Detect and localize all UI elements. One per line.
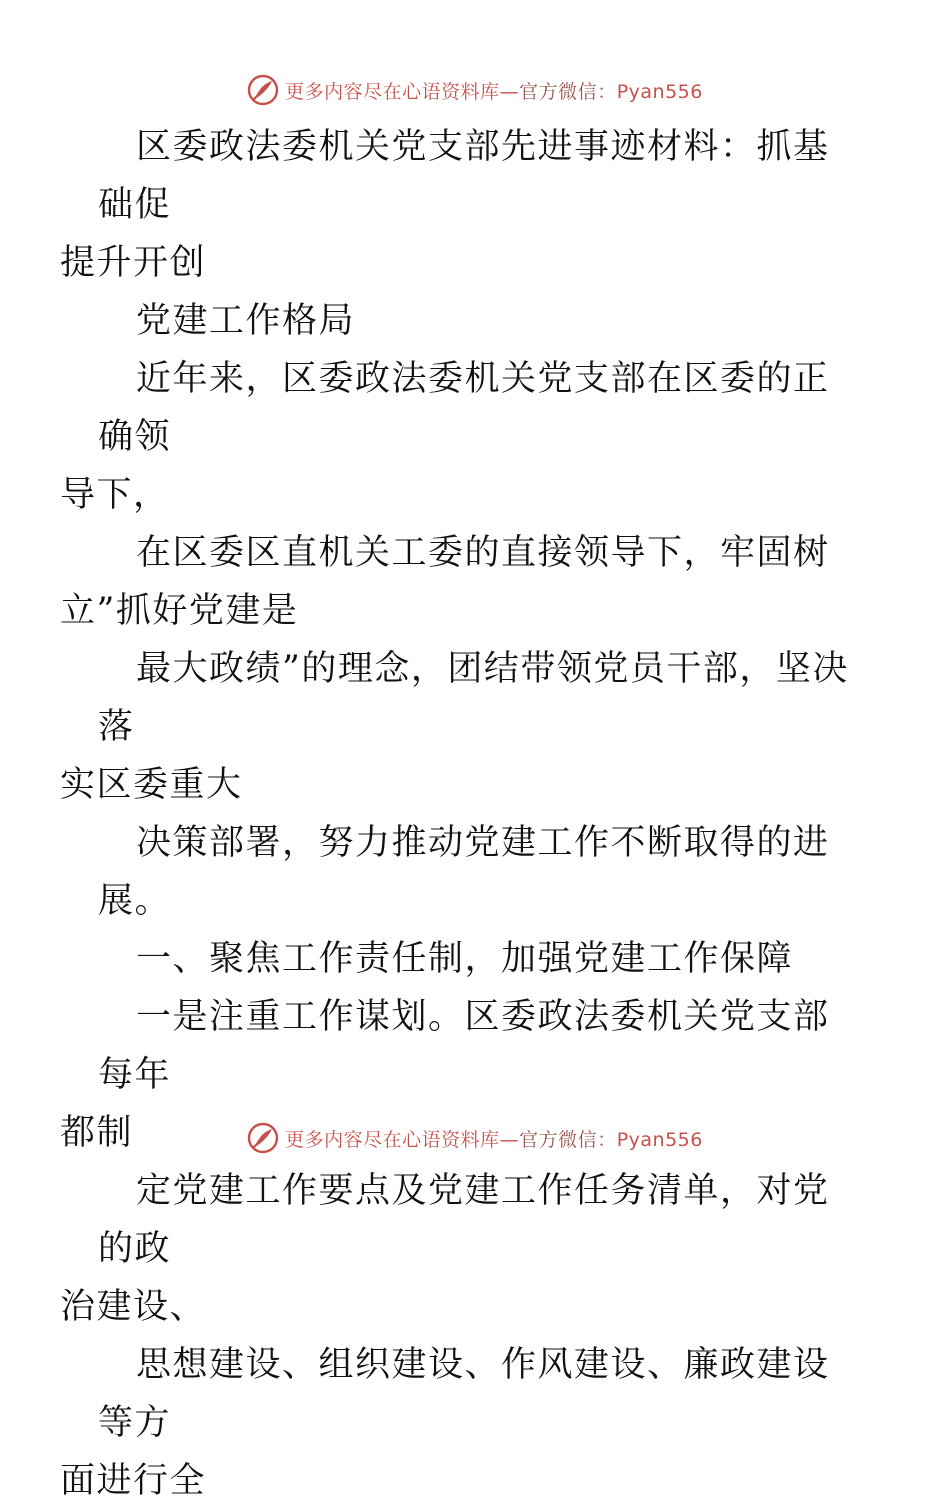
line-continuation: 立”抓好党建是	[60, 591, 299, 631]
quill-logo-icon	[247, 74, 279, 106]
paragraph-line	[60, 1336, 858, 1510]
paragraph-line	[60, 1162, 858, 1336]
line-first: 区委政法委机关党支部先进事迹材料：抓基础促	[98, 127, 830, 225]
watermark-site-name: 更多内容尽在心语资料库	[285, 1128, 500, 1151]
paragraph-line	[60, 640, 858, 814]
paragraph-line	[60, 524, 858, 640]
line-first: 一、聚焦工作责任制，加强党建工作保障	[136, 939, 794, 979]
line-first: 党建工作格局	[136, 301, 356, 341]
line-continuation: 治建设、	[60, 1287, 207, 1327]
line-first: 定党建工作要点及党建工作任务清单，对党的政	[98, 1171, 830, 1269]
line-continuation: 实区委重大	[60, 765, 243, 805]
header-watermark-banner	[0, 70, 950, 110]
paragraph-line	[60, 118, 858, 292]
section-heading	[98, 930, 858, 988]
line-continuation: 都制	[60, 1113, 134, 1153]
line-first: 近年来，区委政法委机关党支部在区委的正确领	[98, 359, 830, 457]
document-body	[60, 118, 858, 1510]
line-continuation: 导下，	[60, 475, 170, 515]
paragraph-line	[60, 350, 858, 524]
line-first: 思想建设、组织建设、作风建设、廉政建设等方	[98, 1345, 830, 1443]
line-first: 最大政绩”的理念，团结带领党员干部，坚决落	[98, 649, 849, 747]
quill-logo-icon	[247, 1122, 279, 1154]
watermark-text	[285, 1125, 703, 1152]
watermark-site-name: 更多内容尽在心语资料库	[285, 80, 500, 103]
line-first: 决策部署，努力推动党建工作不断取得的进展。	[98, 823, 830, 921]
watermark-text	[285, 77, 703, 104]
line-continuation: 面进行全	[60, 1461, 207, 1501]
line-first: 在区委区直机关工委的直接领导下，牢固树	[136, 533, 830, 573]
watermark-wechat-label: 官方微信：	[519, 1128, 617, 1151]
watermark-dash: —	[499, 1128, 520, 1151]
watermark-wechat-label: 官方微信：	[519, 80, 617, 103]
footer-watermark-banner	[0, 1118, 950, 1158]
line-continuation: 提升开创	[60, 243, 207, 283]
watermark-wechat-id: Pyan556	[616, 80, 703, 103]
paragraph-line	[98, 292, 858, 350]
watermark-wechat-id: Pyan556	[616, 1128, 703, 1151]
line-first: 一是注重工作谋划。区委政法委机关党支部每年	[98, 997, 830, 1095]
paragraph-line	[98, 814, 858, 930]
watermark-dash: —	[499, 80, 520, 103]
